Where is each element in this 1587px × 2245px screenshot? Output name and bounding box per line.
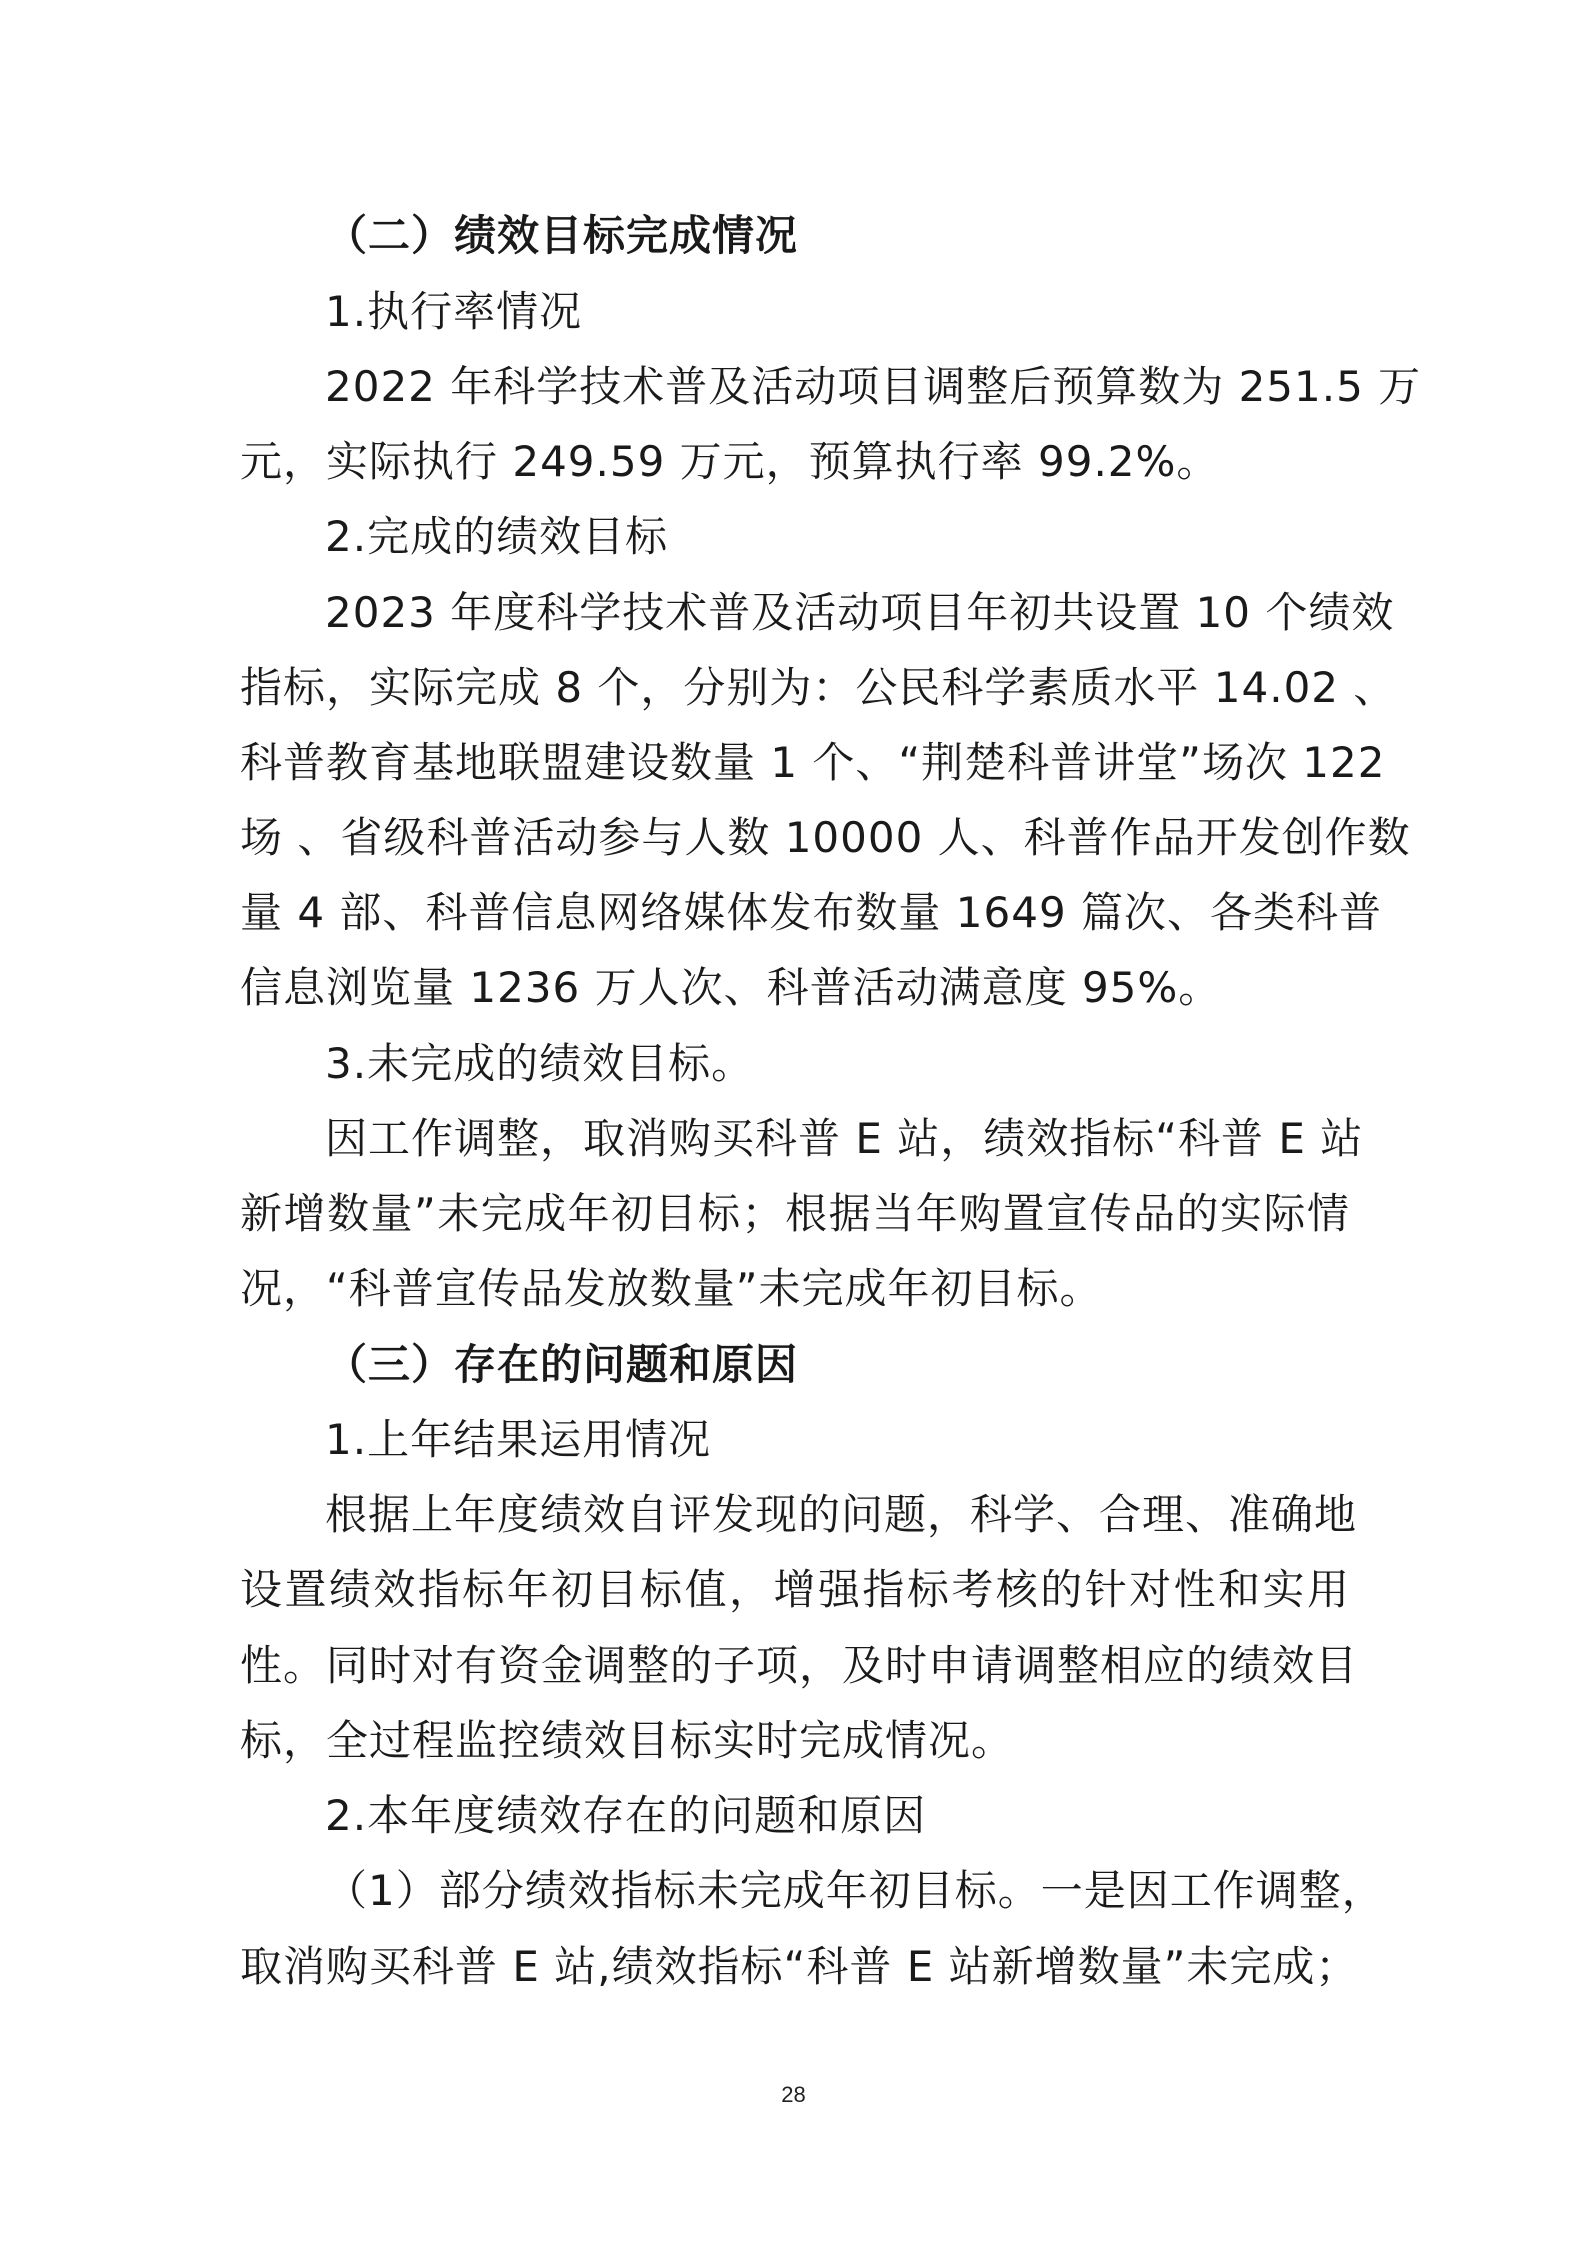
section-heading-problems: （三）存在的问题和原因 — [325, 1340, 799, 1389]
paragraph-line: 2022 年科学技术普及活动项目调整后预算数为 251.5 万 — [325, 362, 1422, 411]
paragraph-line: 因工作调整，取消购买科普 E 站，绩效指标“科普 E 站 — [325, 1114, 1364, 1163]
paragraph-line: 信息浏览量 1236 万人次、科普活动满意度 95%。 — [240, 963, 1222, 1012]
subheading-execution-rate: 1.执行率情况 — [325, 287, 583, 336]
subheading-last-year-results: 1.上年结果运用情况 — [325, 1415, 712, 1464]
paragraph-line: 取消购买科普 E 站,绩效指标“科普 E 站新增数量”未完成； — [240, 1942, 1359, 1991]
paragraph-line: 量 4 部、科普信息网络媒体发布数量 1649 篇次、各类科普 — [240, 888, 1383, 937]
paragraph-line: （1）部分绩效指标未完成年初目标。一是因工作调整， — [325, 1866, 1385, 1915]
paragraph-line: 设置绩效指标年初目标值，增强指标考核的针对性和实用 — [240, 1565, 1350, 1614]
paragraph-line: 性。同时对有资金调整的子项，及时申请调整相应的绩效目 — [240, 1641, 1359, 1690]
subheading-uncompleted-goals: 3.未完成的绩效目标。 — [325, 1039, 755, 1088]
paragraph-line: 元，实际执行 249.59 万元，预算执行率 99.2%。 — [240, 437, 1220, 486]
paragraph-line: 况，“科普宣传品发放数量”未完成年初目标。 — [240, 1264, 1103, 1313]
paragraph-line: 新增数量”未完成年初目标；根据当年购置宣传品的实际情 — [240, 1189, 1350, 1238]
section-heading-performance-goals: （二）绩效目标完成情况 — [325, 211, 799, 260]
paragraph-line: 根据上年度绩效自评发现的问题，科学、合理、准确地 — [325, 1490, 1358, 1539]
paragraph-line: 科普教育基地联盟建设数量 1 个、“荆楚科普讲堂”场次 122 — [240, 738, 1386, 787]
subheading-current-year-problems: 2.本年度绩效存在的问题和原因 — [325, 1791, 927, 1840]
paragraph-line: 场 、省级科普活动参与人数 10000 人、科普作品开发创作数 — [240, 813, 1411, 862]
subheading-completed-goals: 2.完成的绩效目标 — [325, 512, 669, 561]
paragraph-line: 标，全过程监控绩效目标实时完成情况。 — [240, 1716, 1015, 1765]
page-number: 28 — [781, 2082, 806, 2107]
paragraph-line: 2023 年度科学技术普及活动项目年初共设置 10 个绩效 — [325, 588, 1395, 637]
paragraph-line: 指标，实际完成 8 个，分别为：公民科学素质水平 14.02 、 — [240, 663, 1397, 712]
